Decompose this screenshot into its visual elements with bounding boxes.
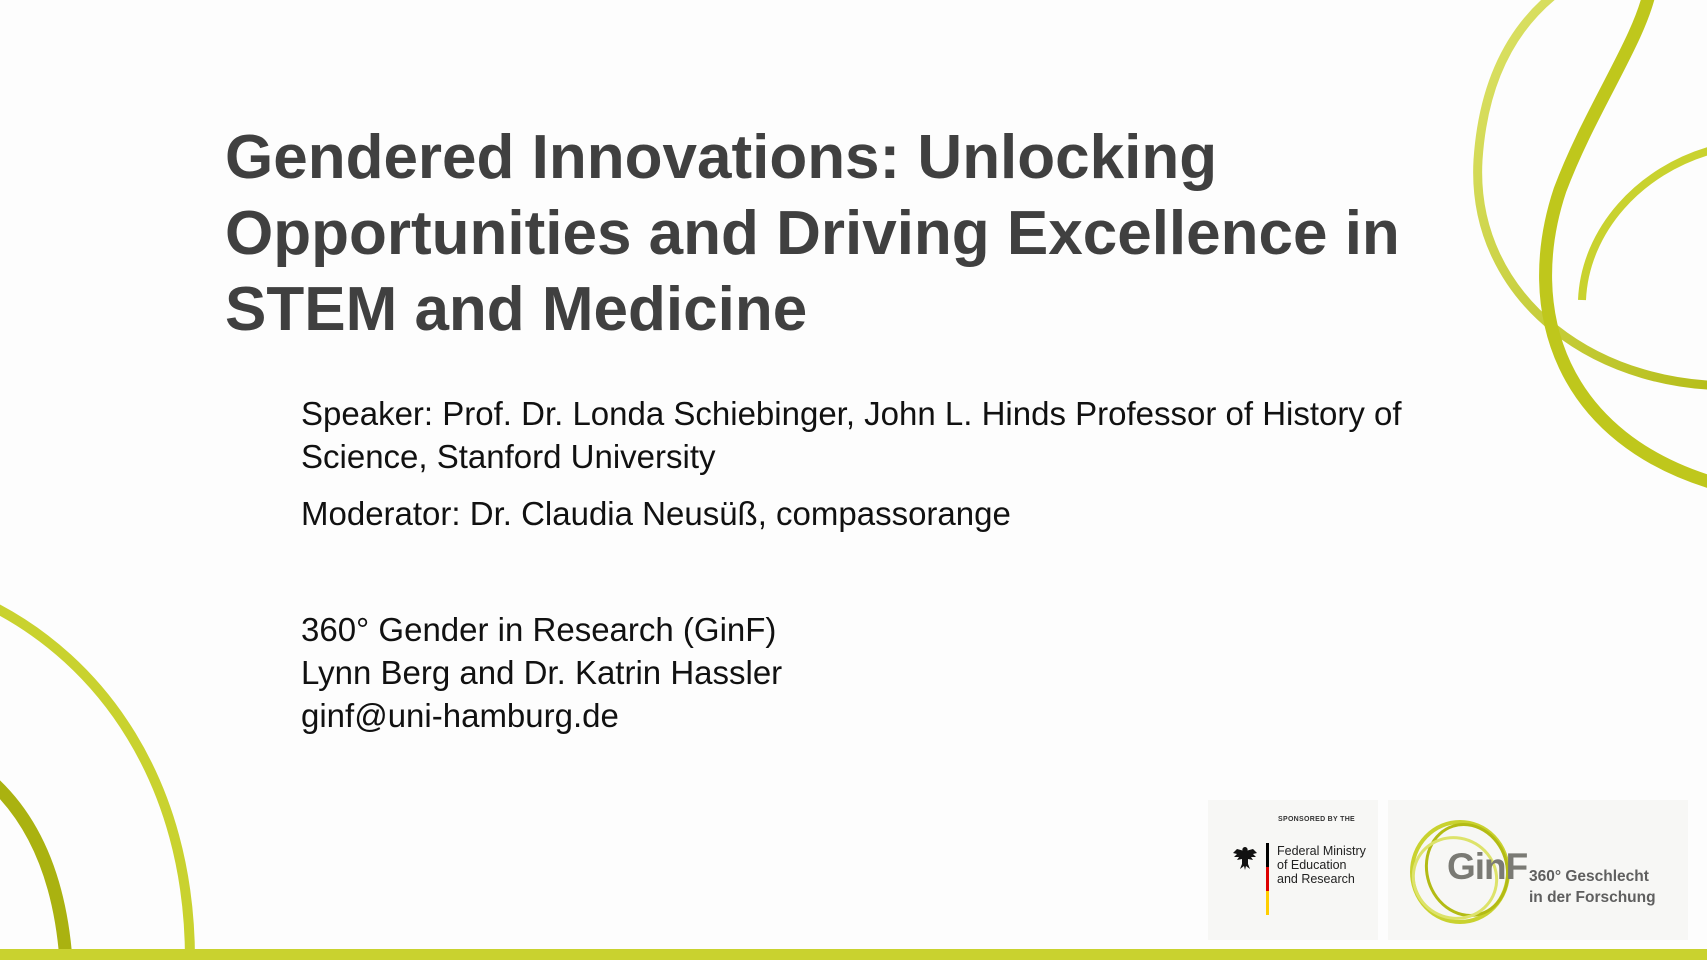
bottom-accent-bar <box>0 949 1707 960</box>
ministry-line: Federal Ministry <box>1277 844 1366 858</box>
ring-top-right-inner <box>1582 150 1707 300</box>
organizers: Lynn Berg and Dr. Katrin Hassler <box>301 654 783 691</box>
ministry-name <box>1277 844 1366 886</box>
ginf-wordmark: GinF <box>1447 846 1528 887</box>
organization-info <box>301 608 782 737</box>
contact-email: ginf@uni-hamburg.de <box>301 697 619 734</box>
ginf-tagline <box>1529 866 1656 908</box>
tagline-line: 360° Geschlecht <box>1529 868 1649 885</box>
flag-red <box>1266 867 1269 891</box>
organization-name: 360° Gender in Research (GinF) <box>301 611 777 648</box>
ministry-line: of Education <box>1277 858 1347 872</box>
title-line: Opportunities and Driving Excellence in <box>225 199 1400 268</box>
ring-top-right-outer <box>1478 0 1707 386</box>
speaker-line: Science, Stanford University <box>301 438 716 475</box>
moderator-info: Moderator: Dr. Claudia Neusüß, compassorange <box>301 495 1011 532</box>
title-line: STEM and Medicine <box>225 275 808 344</box>
flag-gold <box>1266 891 1269 915</box>
speaker-line: Speaker: Prof. Dr. Londa Schiebinger, John L. Hinds Professor of History of <box>301 395 1402 432</box>
title-line: Gendered Innovations: Unlocking <box>225 123 1218 192</box>
speaker-info <box>301 392 1402 478</box>
ring-bottom-left-inner <box>0 780 66 960</box>
federal-eagle-icon <box>1231 845 1259 871</box>
ring-top-right-middle <box>1546 0 1707 485</box>
ministry-line: and Research <box>1277 872 1355 886</box>
tagline-line: in der Forschung <box>1529 889 1656 906</box>
sponsored-by-label: SPONSORED BY THE <box>1278 816 1356 823</box>
german-flag-stripe <box>1266 843 1269 915</box>
slide-title <box>225 120 1425 348</box>
ring-bottom-left-outer <box>0 605 190 960</box>
flag-black <box>1266 843 1269 867</box>
